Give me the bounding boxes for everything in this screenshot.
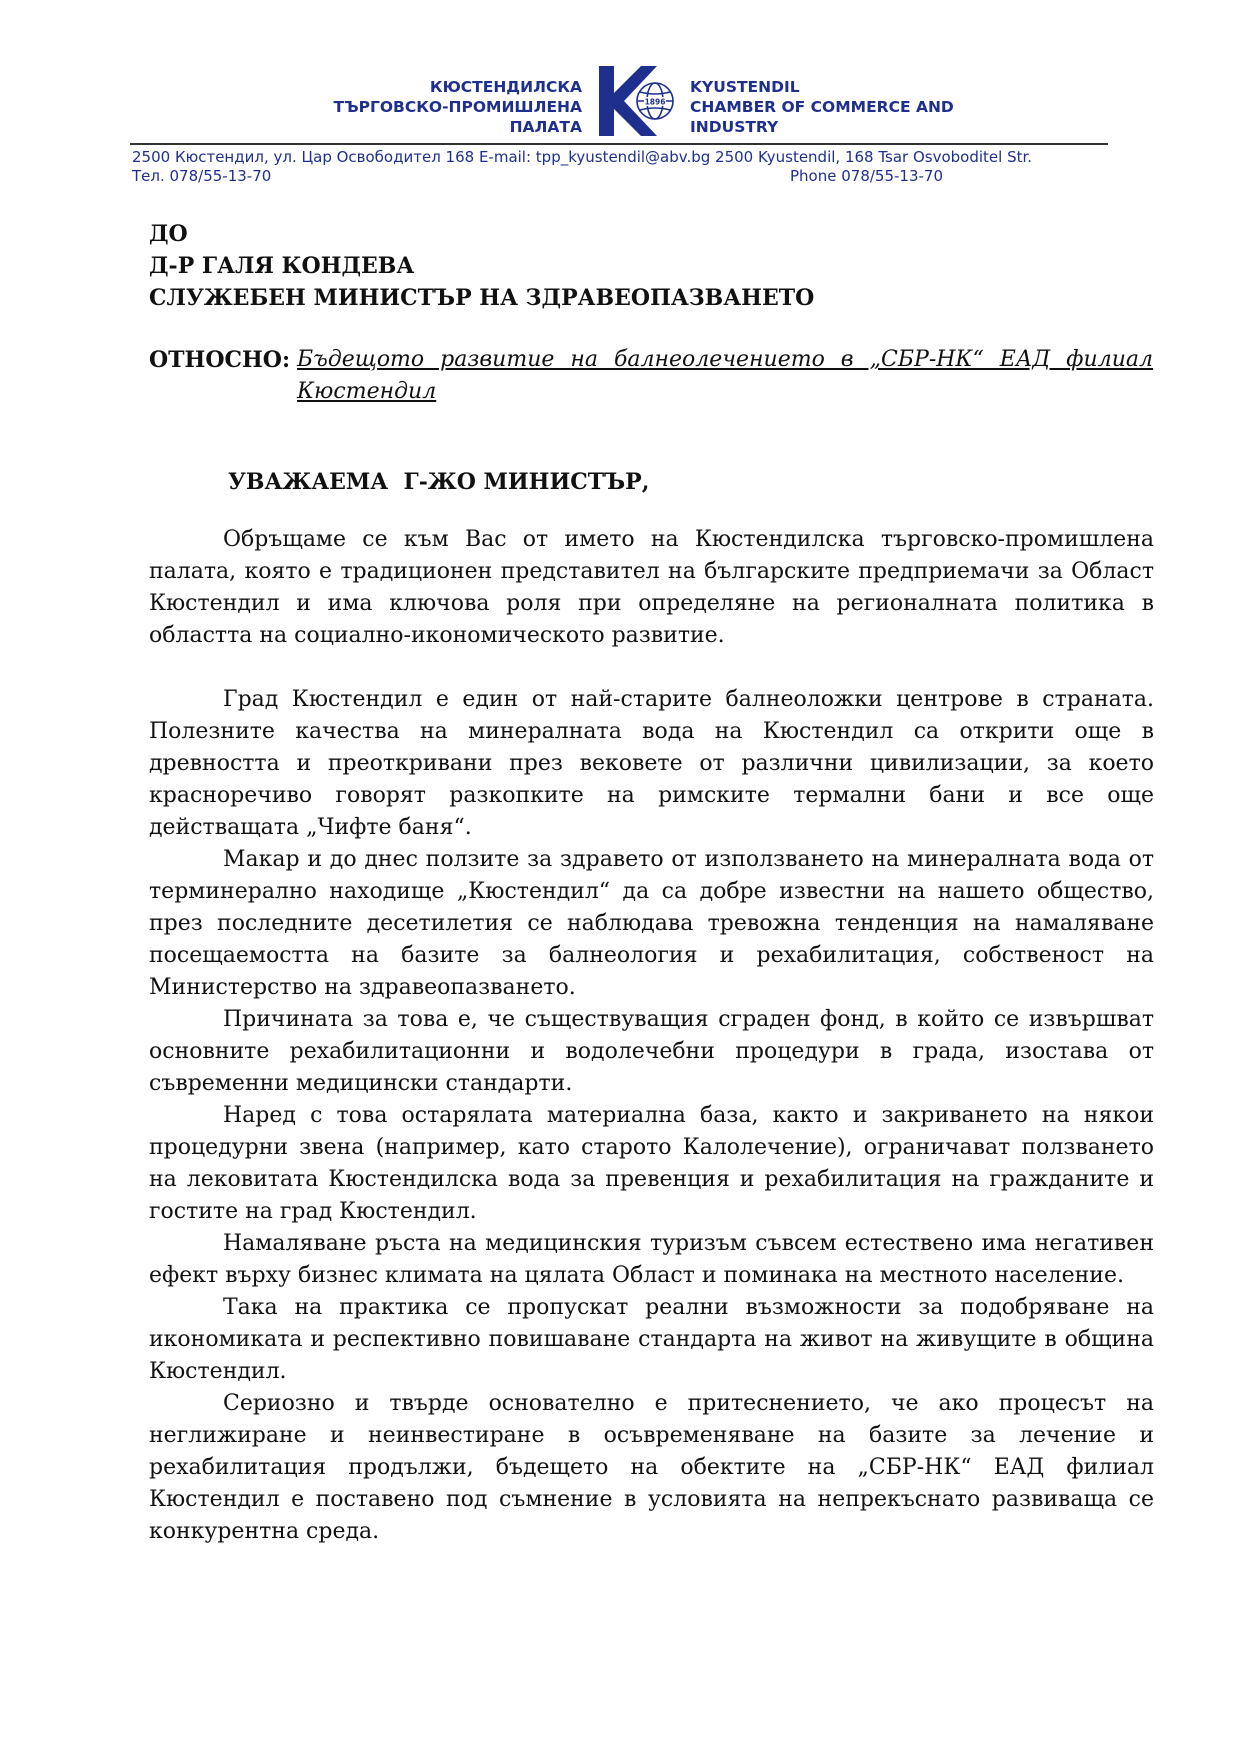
subject-label: ОТНОСНО:: [149, 347, 291, 373]
org-name-en-line-1: KYUSTENDIL: [690, 78, 800, 96]
paragraph-2: Град Кюстендил е един от най-старите балнеоложки центрове в страната. Полезните качества на минералната вода на Кюстендил са открити още в древността и преоткривани през вековете от различни цивилизации, за което красноречиво говорят разкопките на римските термални бани и все още действащата „Чифте баня“.: [149, 687, 1154, 840]
paragraph-8: Сериозно и твърде основателно е притеснението, че ако процесът на неглижиране и неинвестиране в осъвременяване на базите за лечение и рехабилитация продължи, бъдещето на обектите на „СБР-НК“ ЕАД филиал Кюстендил е поставено под съмнение в условията на непрекъснато развиваща се конкурентна среда.: [149, 1391, 1154, 1544]
paragraph-1: Обръщаме се към Вас от името на Кюстендилска търговско-промишлена палата, която е традиционен представител на българските предприемачи за Област Кюстендил и има ключова роля при определяне на регионалната политика в областта на социално-икономическото развитие.: [149, 527, 1154, 648]
org-name-en-line-2: CHAMBER OF COMMERCE AND: [690, 98, 954, 116]
chamber-logo-icon: [599, 66, 677, 136]
letter-body: [149, 524, 1154, 1548]
org-name-en: [690, 77, 1020, 137]
logo-year: 1896: [644, 97, 666, 107]
paragraph-4: Причината за това е, че съществуващия сграден фонд, в който се извършват основните рехабилитационни и водолечебни процедури в града, изостава от съвременни медицински стандарти.: [149, 1007, 1154, 1096]
org-name-en-line-3: INDUSTRY: [690, 118, 779, 136]
paragraph-6: Намаляване ръста на медицинския туризъм съвсем естествено има негативен ефект върху бизнес климата на цялата Област и поминака на местното население.: [149, 1231, 1154, 1288]
org-name-bg-line-2: ТЪРГОВСКО-ПРОМИШЛЕНА: [333, 98, 582, 116]
recipient-block: [149, 218, 814, 314]
paragraph-3: Макар и до днес ползите за здравето от използването на минералната вода от терминерално находище „Кюстендил“ да са добре известни на нашето общество, през последните десетилетия се наблюдава тревожна тенденция на намаляване посещаемостта на базите за балнеология и рехабилитация, собственост на Министерство на здравеопазването.: [149, 847, 1154, 1000]
phone-en: Phone 078/55-13-70: [790, 167, 944, 185]
address-line: 2500 Кюстендил, ул. Цар Освободител 168 E-mail: tpp_kyustendil@abv.bg 2500 Kyustendil, 168 Tsar Osvoboditel Str.: [132, 148, 1033, 166]
paragraph-5: Наред с това остарялата материална база, както и закриването на някои процедурни звена (например, като старото Калолечение), ограничават ползването на лековитата Кюстендилска вода за превенция и рехабилитация на гражданите и гостите на град Кюстендил.: [149, 1103, 1154, 1224]
recipient-line-1: ДО: [149, 221, 188, 247]
paragraph-7: Така на практика се пропускат реални възможности за подобряване на икономиката и респективно повишаване стандарта на живот на живущите в община Кюстендил.: [149, 1295, 1154, 1384]
org-name-bg: [250, 77, 582, 137]
subject-text: Бъдещото развитие на балнеолечението в „СБР-НК“ ЕАД филиал Кюстендил: [297, 347, 1153, 404]
org-name-bg-line-1: КЮСТЕНДИЛСКА: [429, 78, 582, 96]
recipient-title: СЛУЖЕБЕН МИНИСТЪР НА ЗДРАВЕОПАЗВАНЕТО: [149, 285, 815, 311]
recipient-name: Д-Р ГАЛЯ КОНДЕВА: [149, 253, 415, 279]
phone-bg: Тел. 078/55-13-70: [132, 167, 272, 185]
org-name-bg-line-3: ПАЛАТА: [509, 118, 582, 136]
letterhead: [0, 0, 1241, 190]
salutation: УВАЖАЕМА Г-ЖО МИНИСТЪР,: [228, 469, 650, 495]
letterhead-divider: [130, 143, 1108, 145]
